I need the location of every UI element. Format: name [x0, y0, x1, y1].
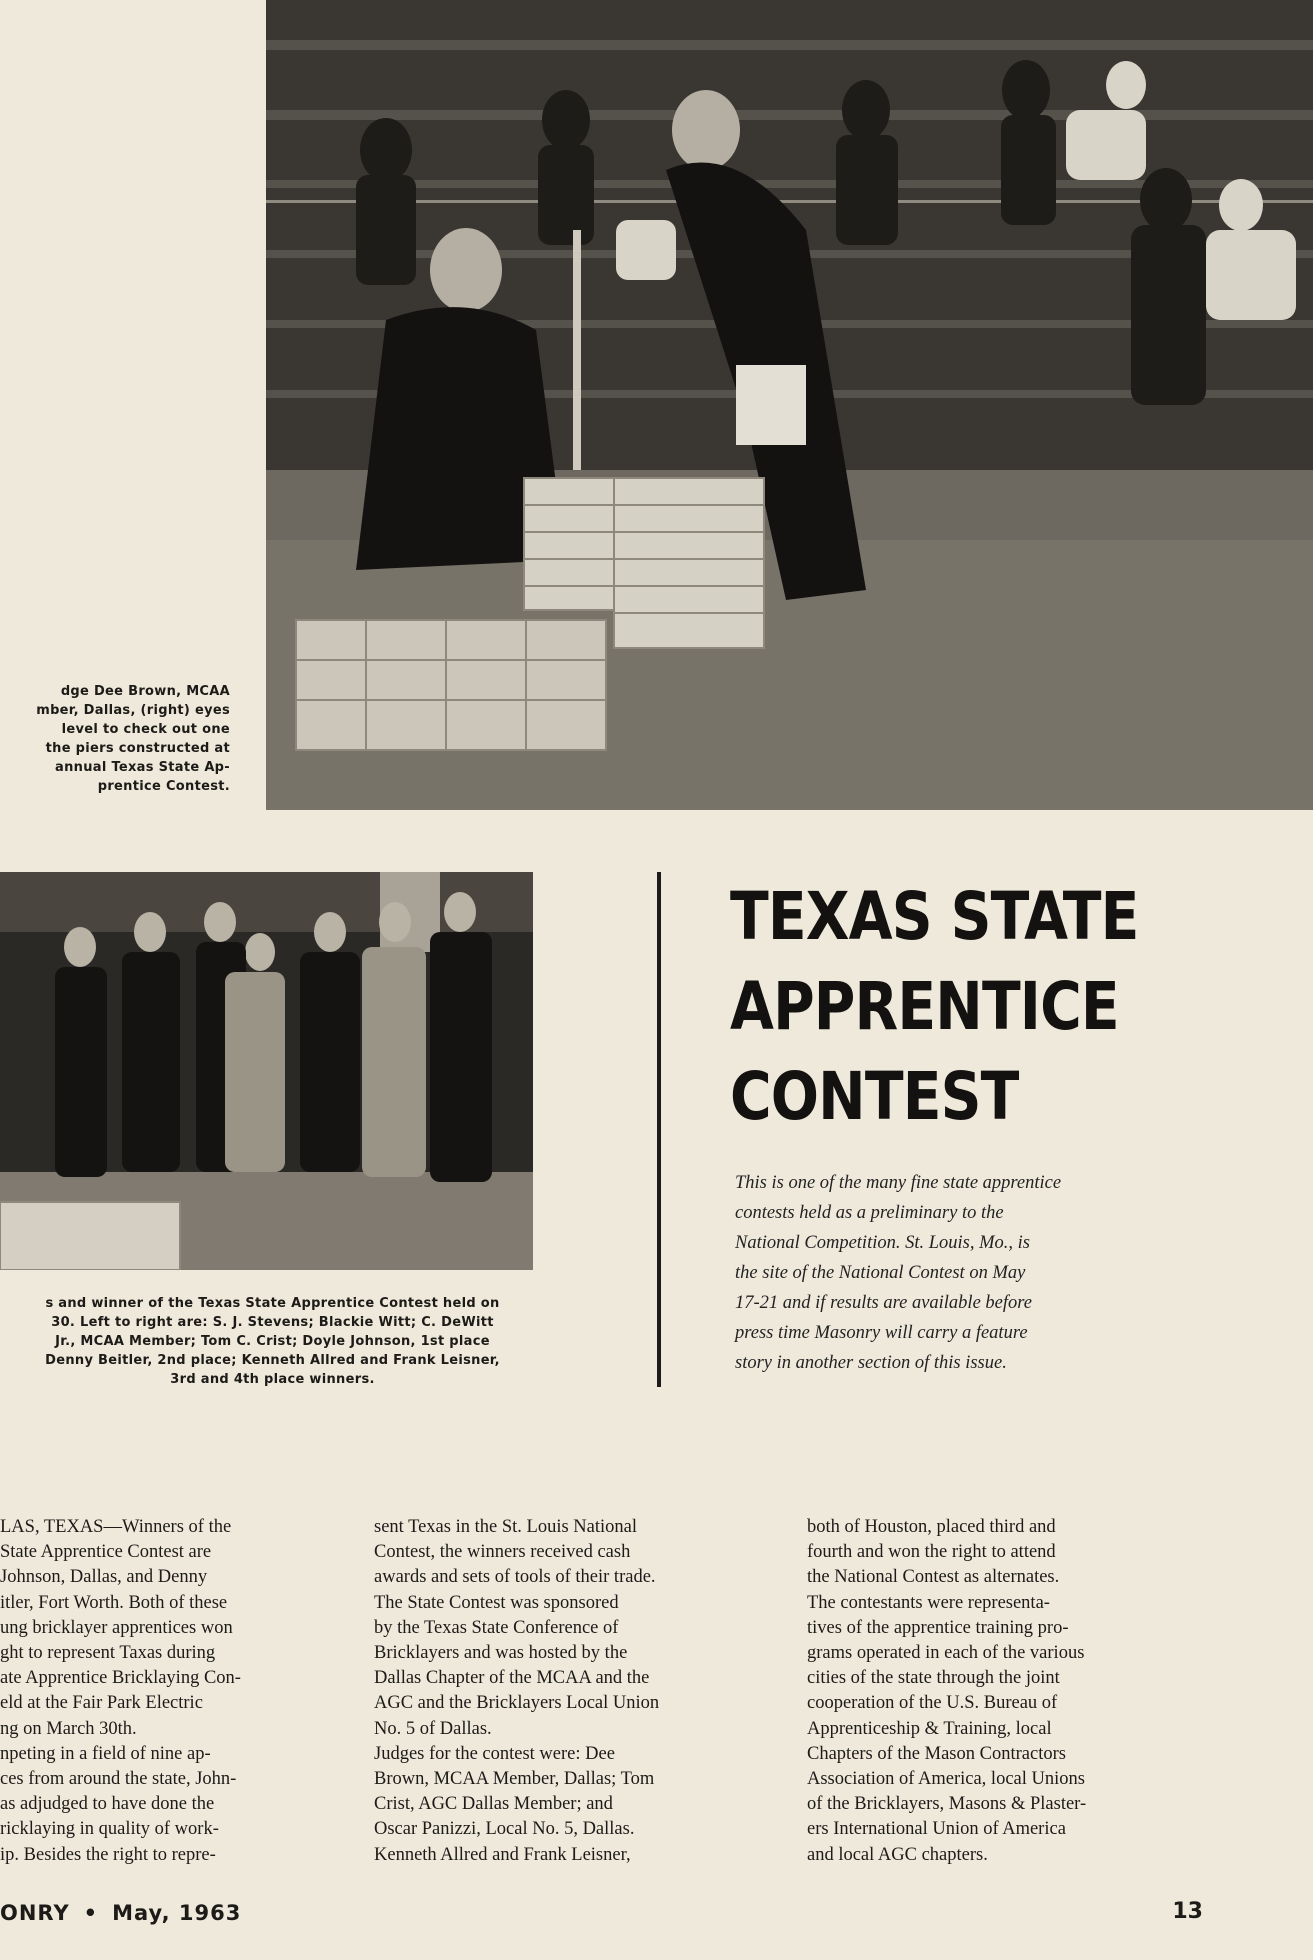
footer-bullet: • [83, 1901, 99, 1925]
photo-caption-top: dge Dee Brown, MCAA mber, Dallas, (right) eyes level to check out one the piers constructed at annual Texas State Ap- prentice Contest. [36, 684, 230, 794]
article-headline: TEXAS STATE APPRENTICE CONTEST [730, 878, 1139, 1135]
vertical-divider [657, 872, 661, 1387]
photo-winners-group [0, 872, 533, 1270]
photo-judging-piers [266, 0, 1313, 810]
article-column-3: both of Houston, placed third and fourth and won the right to attend the National Contest as alternates. The contestants were representa- tives of the apprentice training pro- grams operated in each of the various cities of the state through the joint cooperation of the U.S. Bureau of Apprenticeship & Training, local Chapters of the Mason Contractors Association of America, local Unions of the Bricklayers, Masons & Plaster- ers International Union of America and local AGC chapters. [807, 1517, 1087, 1865]
article-column-2: sent Texas in the St. Louis National Contest, the winners received cash awards and sets of tools of their trade. The State Contest was sponsored by the Texas State Conference of Bricklayers and was hosted by the Dallas Chapter of the MCAA and the AGC and the Bricklayers Local Union No. 5 of Dallas. Judges for the contest were: Dee Brown, MCAA Member, Dallas; Tom Crist, AGC Dallas Member; and Oscar Panizzi, Local No. 5, Dallas. Kenneth Allred and Frank Leisner, [374, 1517, 660, 1865]
photo-caption-bottom: s and winner of the Texas State Apprentice Contest held on 30. Left to right are: S. J. Stevens; Blackie Witt; C. DeWitt Jr., MCAA Member; Tom C. Crist; Doyle Johnson, 1st place Denny Beitler, 2nd place; Kenneth Allred and Frank Leisner, 3rd and 4th place winners. [45, 1296, 500, 1387]
page-number: 13 [1172, 1899, 1203, 1924]
footer-date: May, 1963 [112, 1901, 242, 1925]
article-column-1: LAS, TEXAS—Winners of the State Apprentice Contest are Johnson, Dallas, and Denny itler, Fort Worth. Both of these ung bricklayer apprentices won ght to represent Taxas during ate Apprentice Bricklaying Con- eld at the Fair Park Electric ng on March 30th. npeting in a field of nine ap- ces from around the state, John- as adjudged to have done the ricklaying in quality of work- ip. Besides the right to repre- [0, 1517, 241, 1865]
article-intro: This is one of the many fine state apprentice contests held as a preliminary to the National Competition. St. Louis, Mo., is the site of the National Contest on May 17-21 and if results are available before press time Masonry will carry a feature story in another section of this issue. [735, 1173, 1062, 1373]
photo-judging-piers-image [266, 0, 1313, 810]
footer-publication: ONRY [0, 1901, 70, 1925]
photo-winners-group-image [0, 872, 533, 1270]
footer-publication-line [0, 1901, 241, 1925]
